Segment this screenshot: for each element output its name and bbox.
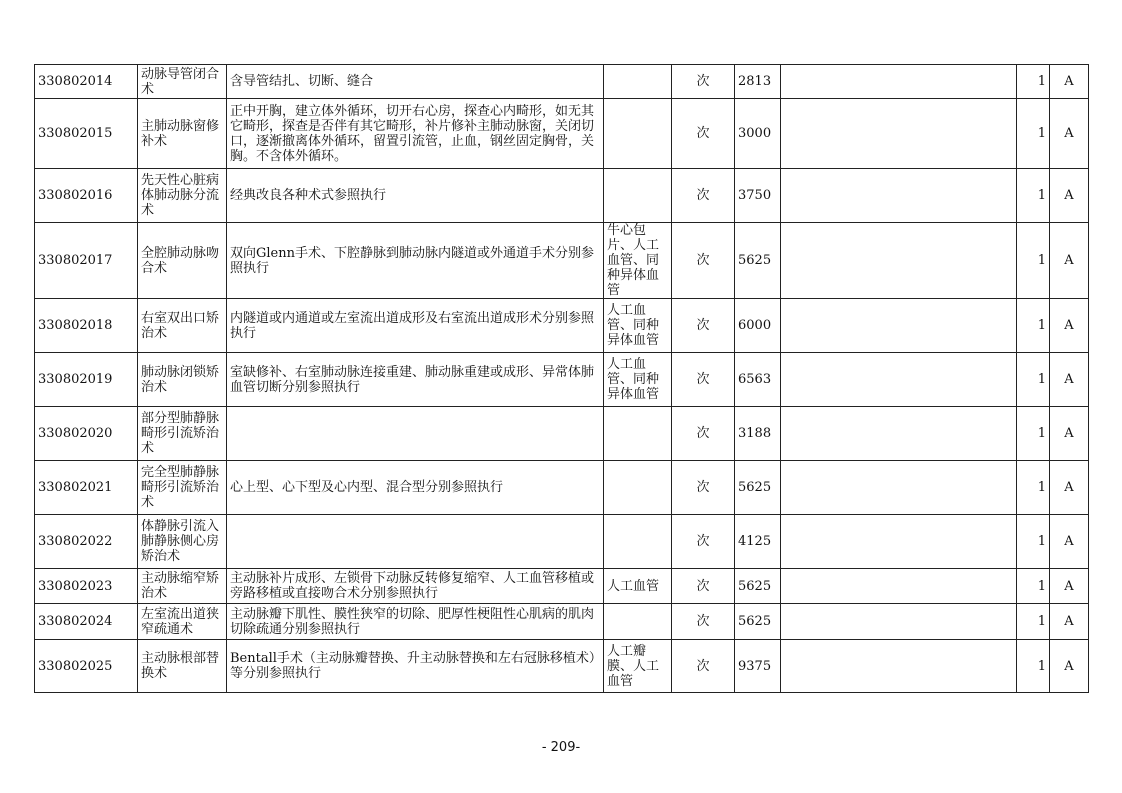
class-cell: A	[1050, 169, 1089, 223]
table-row	[35, 65, 1089, 99]
excluded-cell	[604, 65, 672, 99]
num-cell: 1	[1017, 99, 1050, 169]
content-cell	[227, 407, 604, 461]
price-cell: 6000	[735, 299, 781, 353]
class-cell: A	[1050, 407, 1089, 461]
code-cell: 330802016	[35, 169, 138, 223]
table-row	[35, 299, 1089, 353]
note-cell	[781, 169, 1017, 223]
class-cell: A	[1050, 515, 1089, 569]
content-cell	[227, 515, 604, 569]
excluded-cell: 牛心包片、人工血管、同种异体血管	[604, 223, 672, 299]
note-cell	[781, 461, 1017, 515]
price-cell: 5625	[735, 569, 781, 604]
name-cell: 完全型肺静脉畸形引流矫治术	[138, 461, 227, 515]
name-cell: 肺动脉闭锁矫治术	[138, 353, 227, 407]
class-cell: A	[1050, 353, 1089, 407]
excluded-cell	[604, 515, 672, 569]
code-cell: 330802025	[35, 640, 138, 693]
class-cell: A	[1050, 461, 1089, 515]
price-cell: 3000	[735, 99, 781, 169]
class-cell: A	[1050, 299, 1089, 353]
code-cell: 330802020	[35, 407, 138, 461]
table-row	[35, 569, 1089, 604]
code-cell: 330802014	[35, 65, 138, 99]
price-cell: 3750	[735, 169, 781, 223]
num-cell: 1	[1017, 407, 1050, 461]
table-row	[35, 461, 1089, 515]
excluded-cell	[604, 407, 672, 461]
code-cell: 330802017	[35, 223, 138, 299]
excluded-cell	[604, 169, 672, 223]
name-cell: 部分型肺静脉畸形引流矫治术	[138, 407, 227, 461]
price-cell: 5625	[735, 223, 781, 299]
num-cell: 1	[1017, 604, 1050, 640]
unit-cell: 次	[672, 169, 735, 223]
name-cell: 全腔肺动脉吻合术	[138, 223, 227, 299]
price-cell: 4125	[735, 515, 781, 569]
unit-cell: 次	[672, 353, 735, 407]
excluded-cell: 人工血管、同种异体血管	[604, 353, 672, 407]
code-cell: 330802023	[35, 569, 138, 604]
note-cell	[781, 299, 1017, 353]
fee-table	[34, 64, 1089, 693]
class-cell: A	[1050, 569, 1089, 604]
excluded-cell	[604, 99, 672, 169]
code-cell: 330802019	[35, 353, 138, 407]
table-row	[35, 604, 1089, 640]
excluded-cell: 人工血管、同种异体血管	[604, 299, 672, 353]
note-cell	[781, 223, 1017, 299]
note-cell	[781, 353, 1017, 407]
price-cell: 5625	[735, 604, 781, 640]
table-row	[35, 640, 1089, 693]
price-cell: 2813	[735, 65, 781, 99]
class-cell: A	[1050, 99, 1089, 169]
unit-cell: 次	[672, 407, 735, 461]
note-cell	[781, 604, 1017, 640]
class-cell: A	[1050, 604, 1089, 640]
excluded-cell	[604, 461, 672, 515]
note-cell	[781, 407, 1017, 461]
class-cell: A	[1050, 65, 1089, 99]
excluded-cell	[604, 604, 672, 640]
unit-cell: 次	[672, 223, 735, 299]
content-cell: 室缺修补、右室肺动脉连接重建、肺动脉重建或成形、异常体肺血管切断分别参照执行	[227, 353, 604, 407]
num-cell: 1	[1017, 299, 1050, 353]
price-cell: 6563	[735, 353, 781, 407]
content-cell: 主动脉补片成形、左锁骨下动脉反转修复缩窄、人工血管移植或旁路移植或直接吻合术分别参照执行	[227, 569, 604, 604]
name-cell: 主动脉根部替换术	[138, 640, 227, 693]
price-cell: 5625	[735, 461, 781, 515]
unit-cell: 次	[672, 299, 735, 353]
table-row	[35, 407, 1089, 461]
num-cell: 1	[1017, 515, 1050, 569]
num-cell: 1	[1017, 65, 1050, 99]
unit-cell: 次	[672, 515, 735, 569]
name-cell: 左室流出道狭窄疏通术	[138, 604, 227, 640]
table-row	[35, 99, 1089, 169]
num-cell: 1	[1017, 569, 1050, 604]
code-cell: 330802022	[35, 515, 138, 569]
content-cell: 心上型、心下型及心内型、混合型分别参照执行	[227, 461, 604, 515]
content-cell: 主动脉瓣下肌性、膜性狭窄的切除、肥厚性梗阻性心肌病的肌肉切除疏通分别参照执行	[227, 604, 604, 640]
num-cell: 1	[1017, 169, 1050, 223]
unit-cell: 次	[672, 461, 735, 515]
num-cell: 1	[1017, 461, 1050, 515]
class-cell: A	[1050, 640, 1089, 693]
table-row	[35, 515, 1089, 569]
note-cell	[781, 65, 1017, 99]
code-cell: 330802015	[35, 99, 138, 169]
num-cell: 1	[1017, 353, 1050, 407]
class-cell: A	[1050, 223, 1089, 299]
page-number: - 209-	[541, 740, 581, 755]
table-row	[35, 223, 1089, 299]
price-cell: 3188	[735, 407, 781, 461]
unit-cell: 次	[672, 604, 735, 640]
name-cell: 右室双出口矫治术	[138, 299, 227, 353]
name-cell: 先天性心脏病体肺动脉分流术	[138, 169, 227, 223]
excluded-cell: 人工血管	[604, 569, 672, 604]
note-cell	[781, 640, 1017, 693]
price-cell: 9375	[735, 640, 781, 693]
table-row	[35, 169, 1089, 223]
code-cell: 330802024	[35, 604, 138, 640]
content-cell: Bentall手术（主动脉瓣替换、升主动脉替换和左右冠脉移植术）等分别参照执行	[227, 640, 604, 693]
note-cell	[781, 569, 1017, 604]
table-row	[35, 353, 1089, 407]
unit-cell: 次	[672, 99, 735, 169]
content-cell: 经典改良各种术式参照执行	[227, 169, 604, 223]
num-cell: 1	[1017, 223, 1050, 299]
unit-cell: 次	[672, 640, 735, 693]
num-cell: 1	[1017, 640, 1050, 693]
code-cell: 330802018	[35, 299, 138, 353]
name-cell: 主肺动脉窗修补术	[138, 99, 227, 169]
content-cell: 双向Glenn手术、下腔静脉到肺动脉内隧道或外通道手术分别参照执行	[227, 223, 604, 299]
excluded-cell: 人工瓣膜、人工血管	[604, 640, 672, 693]
name-cell: 主动脉缩窄矫治术	[138, 569, 227, 604]
content-cell: 含导管结扎、切断、缝合	[227, 65, 604, 99]
content-cell: 内隧道或内通道或左室流出道成形及右室流出道成形术分别参照执行	[227, 299, 604, 353]
unit-cell: 次	[672, 569, 735, 604]
note-cell	[781, 99, 1017, 169]
content-cell: 正中开胸，建立体外循环，切开右心房，探查心内畸形，如无其它畸形，探查是否伴有其它畸形，补片修补主肺动脉窗，关闭切口，逐渐撤离体外循环，留置引流管，止血，钢丝固定胸骨，关胸。不含体外循环。	[227, 99, 604, 169]
name-cell: 体静脉引流入肺静脉侧心房矫治术	[138, 515, 227, 569]
fee-table-body	[35, 65, 1089, 693]
note-cell	[781, 515, 1017, 569]
name-cell: 动脉导管闭合术	[138, 65, 227, 99]
unit-cell: 次	[672, 65, 735, 99]
code-cell: 330802021	[35, 461, 138, 515]
